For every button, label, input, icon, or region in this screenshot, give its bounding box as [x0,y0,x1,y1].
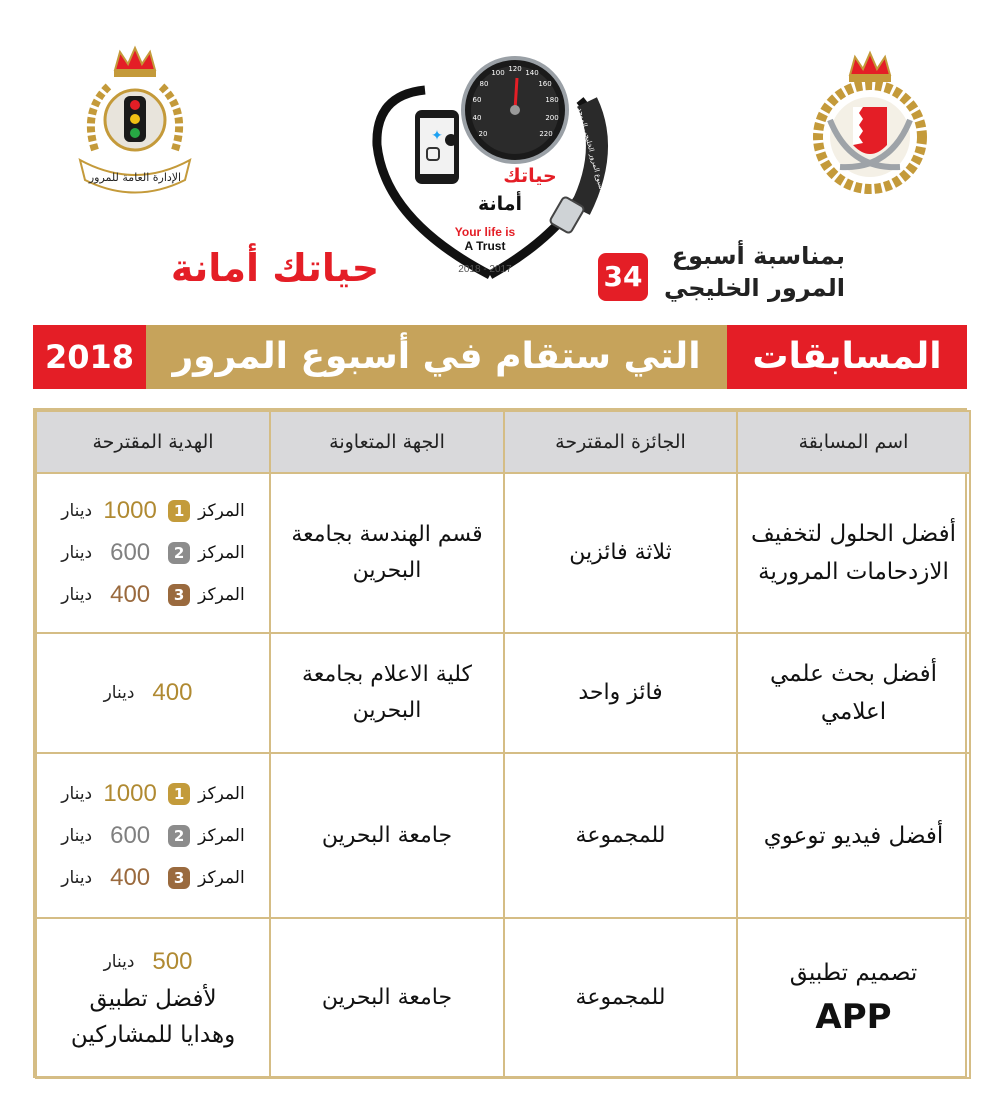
gift-amount: 400 [152,679,193,706]
currency-label: دينار [61,501,93,521]
competition-gift [36,753,270,918]
logo-slogan-1: حياتك [503,165,557,187]
competitions-table [33,408,967,1078]
competition-partner: كلية الاعلام بجامعة البحرين [270,633,504,753]
competition-prize: ثلاثة فائزين [504,473,737,633]
gift-amount: 400 [110,581,151,608]
currency-label: دينار [61,783,93,804]
gift-line [61,577,244,613]
campaign-logo [365,50,615,290]
competition-name: أفضل الحلول لتخفيف الازدحامات المرورية [737,473,970,633]
header-proposed-prize: الجائزة المقترحة [504,411,737,473]
rank-label: المركز [198,543,245,563]
gauge-tick: 120 [508,65,522,73]
rank-label: المركز [198,585,245,605]
table-row [36,633,970,753]
logo-ribbon-text: أسبوع المرور الخليجي الموحد [575,106,606,193]
competition-partner: قسم الهندسة بجامعة البحرين [270,473,504,633]
competition-gift [36,918,270,1078]
rank-label: المركز [198,501,245,521]
slogan-title: حياتك أمانة [170,246,380,290]
gauge-tick: 40 [472,114,482,122]
title-banner [33,325,967,389]
gift-line [61,493,244,529]
currency-label: دينار [61,585,93,605]
rank-badge: 1 [168,783,190,805]
competition-name: أفضل فيديو توعوي [737,753,970,918]
police-emblem [805,45,935,200]
currency-label: دينار [61,867,93,888]
gift-line [61,535,244,571]
competition-name [737,918,970,1078]
occasion-number-badge: 34 [598,253,648,301]
logo-slogan-en-1: Your life is [454,225,516,239]
gauge-tick: 200 [545,114,559,122]
gauge-tick: 220 [539,130,553,138]
gauge-tick: 140 [525,69,539,77]
currency-label: دينار [61,825,93,846]
gift-note-2: وهدايا للمشاركين [70,1022,236,1048]
competition-gift [36,633,270,753]
logo-years: 2018 - 2017 [458,264,512,275]
gift-amount: 500 [152,948,193,975]
gift-line [61,860,244,896]
table-row [36,473,970,633]
header-competition-name: اسم المسابقة [737,411,970,473]
gauge-tick: 180 [545,96,559,104]
rank-label: المركز [198,783,245,804]
rank-badge: 3 [168,584,190,606]
gift-line [61,776,244,812]
rank-badge: 1 [168,500,190,522]
banner-year: 2018 [33,325,146,389]
traffic-directorate-emblem [70,40,200,200]
gift-note-1: لأفضل تطبيق [89,986,217,1012]
competition-gift [36,473,270,633]
svg-text:✦: ✦ [431,128,443,144]
currency-label: دينار [61,543,93,563]
currency-label: دينار [103,683,135,703]
gift-amount: 1000 [103,497,157,524]
table-row [36,753,970,918]
emblem-left-text: الإدارة العامة للمرور [88,171,182,184]
header-partner: الجهة المتعاونة [270,411,504,473]
competition-partner: جامعة البحرين [270,918,504,1078]
occasion-line-1: بمناسبة أسبوع [671,242,845,270]
gift-line [104,675,203,711]
currency-label: دينار [103,952,135,972]
rank-label: المركز [198,825,245,846]
rank-label: المركز [198,867,245,888]
rank-badge: 3 [168,867,190,889]
gift-amount: 600 [110,539,151,566]
occasion-text [650,240,845,304]
gift-amount: 600 [110,821,151,849]
gauge-tick: 100 [491,69,505,77]
gauge-tick: 80 [479,80,489,88]
gauge-tick: 60 [472,96,482,104]
gauge-tick: 20 [478,130,488,138]
banner-middle: التي ستقام في أسبوع المرور [146,325,727,389]
table-row [36,918,970,1078]
occasion-line-2: المرور الخليجي [663,274,845,302]
rank-badge: 2 [168,542,190,564]
competition-prize: للمجموعة [504,918,737,1078]
table-header-row [36,411,970,473]
competition-prize: فائز واحد [504,633,737,753]
header-proposed-gift: الهدية المقترحة [36,411,270,473]
banner-right: المسابقات [727,325,967,389]
gift-amount: 1000 [103,779,157,807]
logo-slogan-en-2: A Trust [464,239,506,253]
gauge-tick: 160 [538,80,552,88]
competition-name-tag: APP [815,997,892,1037]
competition-partner: جامعة البحرين [270,753,504,918]
rank-badge: 2 [168,825,190,847]
gift-line [104,944,203,980]
logo-slogan-2: أمانة [477,193,523,215]
gift-line [61,818,244,854]
competition-name: أفضل بحث علمي اعلامي [737,633,970,753]
competition-name-text: تصميم تطبيق [789,960,918,986]
competition-prize: للمجموعة [504,753,737,918]
gift-amount: 400 [110,863,151,891]
